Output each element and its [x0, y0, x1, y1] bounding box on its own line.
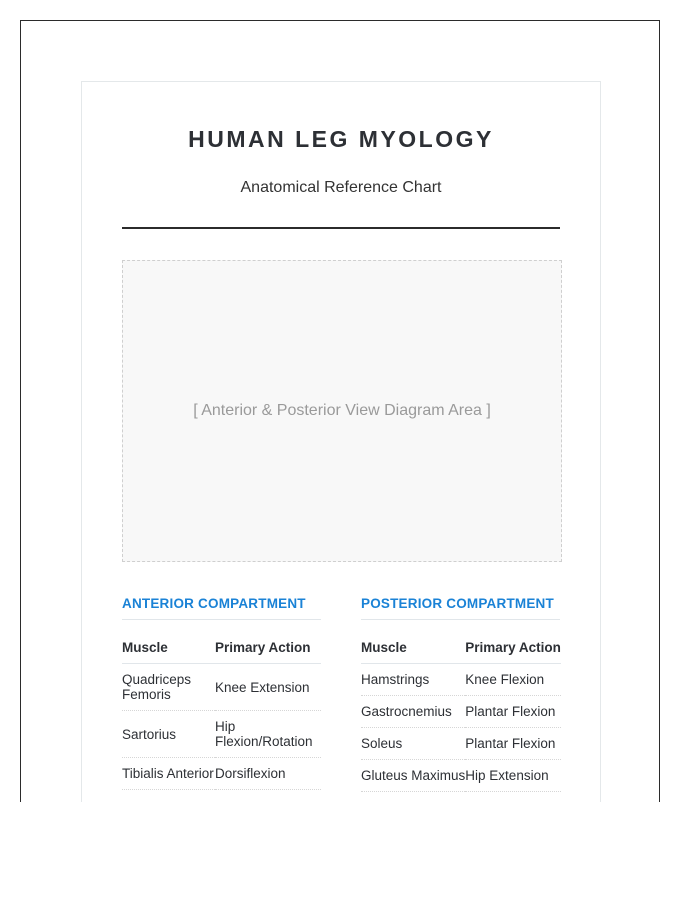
table-header-row [361, 632, 561, 664]
action-cell: Knee Extension [215, 664, 321, 711]
action-cell: Hip Extension [465, 760, 561, 792]
muscle-cell: Sartorius [122, 711, 215, 758]
column-header-primary-action: Primary Action [465, 632, 561, 664]
anterior-compartment-heading: ANTERIOR COMPARTMENT [122, 596, 321, 620]
anterior-compartment-section [122, 596, 321, 790]
table-row [122, 711, 321, 758]
action-cell: Knee Flexion [465, 664, 561, 696]
table-row [361, 696, 561, 728]
column-header-muscle: Muscle [361, 632, 465, 664]
muscle-cell: Quadriceps Femoris [122, 664, 215, 711]
muscle-cell: Tibialis Anterior [122, 758, 215, 790]
action-cell: Plantar Flexion [465, 728, 561, 760]
muscle-cell: Gastrocnemius [361, 696, 465, 728]
action-cell: Plantar Flexion [465, 696, 561, 728]
page-subtitle: Anatomical Reference Chart [240, 179, 442, 196]
header-divider [122, 227, 560, 229]
table-row [122, 758, 321, 790]
table-header-row [122, 632, 321, 664]
page-title: HUMAN LEG MYOLOGY [188, 126, 494, 152]
anterior-muscle-table [122, 632, 321, 790]
muscle-cell: Gluteus Maximus [361, 760, 465, 792]
action-cell: Dorsiflexion [215, 758, 321, 790]
muscle-cell: Hamstrings [361, 664, 465, 696]
column-header-muscle: Muscle [122, 632, 215, 664]
posterior-compartment-heading: POSTERIOR COMPARTMENT [361, 596, 560, 620]
table-row [122, 664, 321, 711]
muscle-cell: Soleus [361, 728, 465, 760]
diagram-area [122, 260, 562, 562]
diagram-placeholder-text: [ Anterior & Posterior View Diagram Area ] [193, 402, 491, 419]
posterior-compartment-section [361, 596, 560, 792]
posterior-muscle-table [361, 632, 561, 792]
action-cell: Hip Flexion/Rotation [215, 711, 321, 758]
table-row [361, 664, 561, 696]
column-header-primary-action: Primary Action [215, 632, 321, 664]
table-row [361, 760, 561, 792]
table-row [361, 728, 561, 760]
